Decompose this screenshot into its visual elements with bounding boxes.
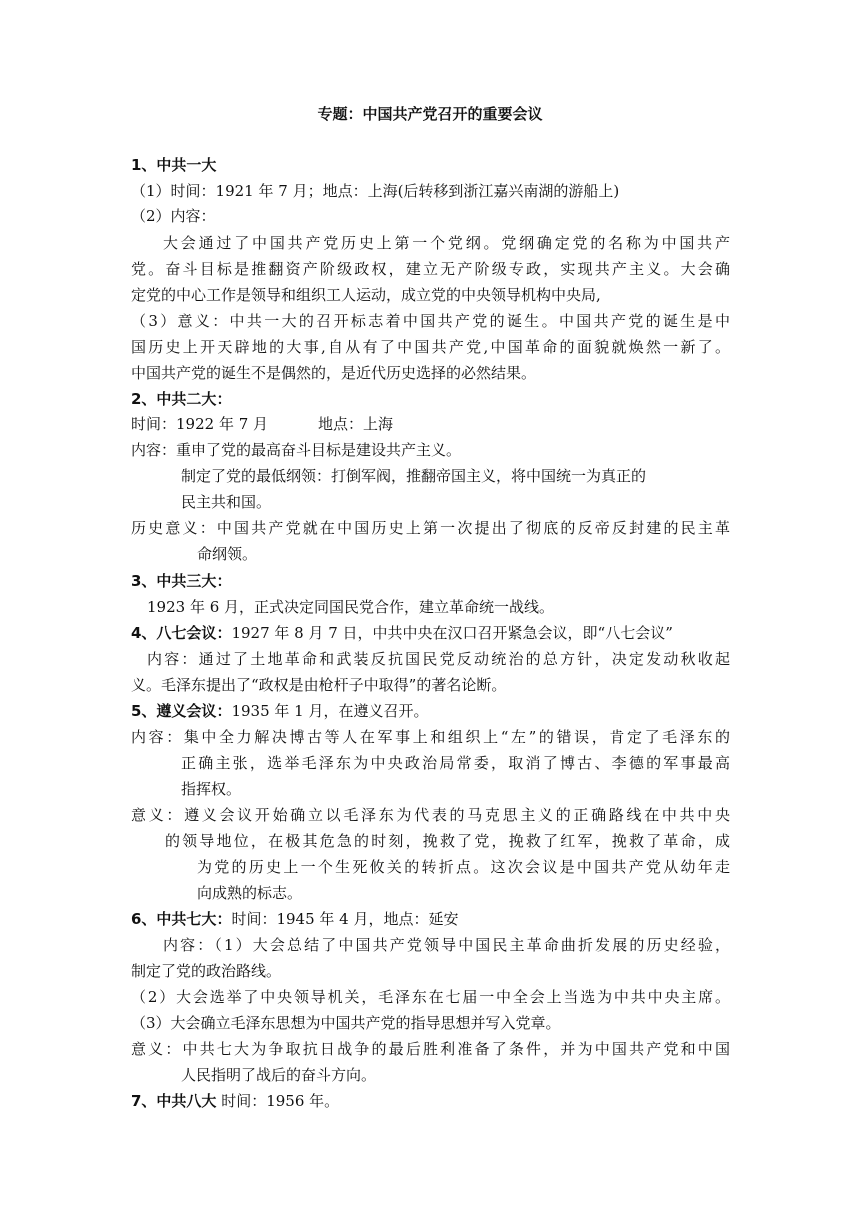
- section-3-content-line: 1923 年 6 月，正式决定同国民党合作，建立革命统一战线。: [147, 598, 555, 616]
- section-7-heading-line: [131, 1091, 339, 1111]
- page-title: 专题：中国共产党召开的重要会议: [317, 105, 543, 123]
- section-1-time-place: （1）时间：1921 年 7 月；地点：上海(后转移到浙江嘉兴南湖的游船上): [131, 182, 620, 200]
- section-2-heading: 2、中共二大：: [131, 390, 232, 408]
- section-1-content-line: 大会通过了中国共产党历史上第一个党纲。党纲确定党的名称为中国共产: [163, 234, 730, 252]
- section-5-significance-line: 意义：遵义会议开始确立以毛泽东为代表的马克思主义的正确路线在中共中央: [131, 806, 730, 824]
- section-6-significance-line: 意义：中共七大为争取抗日战争的最后胜利准备了条件，并为中国共产党和中国: [131, 1040, 730, 1058]
- section-6-time-place: 时间：1945 年 4 月，地点：延安: [231, 910, 459, 928]
- section-7-date: 时间：1956 年。: [216, 1092, 340, 1110]
- section-5-significance-line: 的领导地位，在极其危急的时刻，挽救了党，挽救了红军，挽救了革命，成: [165, 832, 730, 850]
- section-6-heading-line: [131, 909, 458, 929]
- section-4-content-line: 义。毛泽东提出了“政权是由枪杆子中取得”的著名论断。: [131, 676, 507, 694]
- section-1-content-line: 党。奋斗目标是推翻资产阶级政权，建立无产阶级专政，实现共产主义。大会确: [131, 260, 730, 278]
- section-5-content-line: 内容：集中全力解决博古等人在军事上和组织上“左”的错误，肯定了毛泽东的: [131, 728, 730, 746]
- section-6-content-line: （3）大会确立毛泽东思想为中国共产党的指导思想并写入党章。: [131, 1014, 561, 1032]
- section-5-significance-line: 向成熟的标志。: [197, 884, 303, 902]
- section-1-significance-line: 国历史上开天辟地的大事,自从有了中国共产党,中国革命的面貌就焕然一新了。: [131, 338, 730, 356]
- section-6-content-line: 内容：（1）大会总结了中国共产党领导中国民主革命曲折发展的历史经验，: [163, 936, 730, 954]
- section-2-content-line: 民主共和国。: [181, 493, 272, 511]
- section-5-heading: 5、遵义会议：: [131, 702, 232, 720]
- section-5-date: 1935 年 1 月，在遵义召开。: [231, 702, 429, 720]
- section-4-heading: 4、八七会议：: [131, 624, 232, 642]
- section-2-place: 地点：上海: [318, 415, 394, 433]
- section-6-significance-line: 人民指明了战后的奋斗方向。: [181, 1066, 377, 1084]
- section-1-heading: 1、中共一大: [131, 156, 217, 174]
- section-1-significance-line: 中国共产党的诞生不是偶然的，是近代历史选择的必然结果。: [131, 364, 537, 382]
- section-4-date: 1927 年 8 月 7 日，中共中央在汉口召开紧急会议，即“八七会议”: [231, 624, 673, 642]
- section-5-content-line: 正确主张，选举毛泽东为中央政治局常委，取消了博古、李德的军事最高: [181, 754, 730, 772]
- section-4-heading-line: [131, 623, 673, 643]
- section-5-significance-line: 为党的历史上一个生死攸关的转折点。这次会议是中国共产党从幼年走: [197, 858, 730, 876]
- section-1-content-line: 定党的中心工作是领导和组织工人运动，成立党的中央领导机构中央局,: [131, 286, 601, 304]
- section-6-heading: 6、中共七大：: [131, 910, 232, 928]
- section-6-content-line: （2）大会选举了中央领导机关，毛泽东在七届一中全会上当选为中共中央主席。: [131, 988, 730, 1006]
- section-1-content-label: （2）内容：: [131, 207, 216, 225]
- section-3-heading: 3、中共三大：: [131, 572, 232, 590]
- section-2-significance-line: 命纲领。: [197, 545, 258, 563]
- section-2-content-line: 制定了党的最低纲领：打倒军阀，推翻帝国主义，将中国统一为真正的: [181, 467, 647, 485]
- section-5-heading-line: [131, 701, 428, 721]
- section-1-significance-line: （3）意义：中共一大的召开标志着中国共产党的诞生。中国共产党的诞生是中: [131, 312, 730, 330]
- section-6-content-line: 制定了党的政治路线。: [131, 962, 282, 980]
- section-5-content-line: 指挥权。: [181, 780, 242, 798]
- section-2-content-line: 内容：重申了党的最高奋斗目标是建设共产主义。: [131, 441, 462, 459]
- section-2-significance-line: 历史意义：中国共产党就在中国历史上第一次提出了彻底的反帝反封建的民主革: [131, 519, 730, 537]
- section-2-time: 时间：1922 年 7 月: [131, 415, 269, 433]
- section-7-heading: 7、中共八大: [131, 1092, 217, 1110]
- section-4-content-line: 内容：通过了土地革命和武装反抗国民党反动统治的总方针，决定发动秋收起: [147, 650, 730, 668]
